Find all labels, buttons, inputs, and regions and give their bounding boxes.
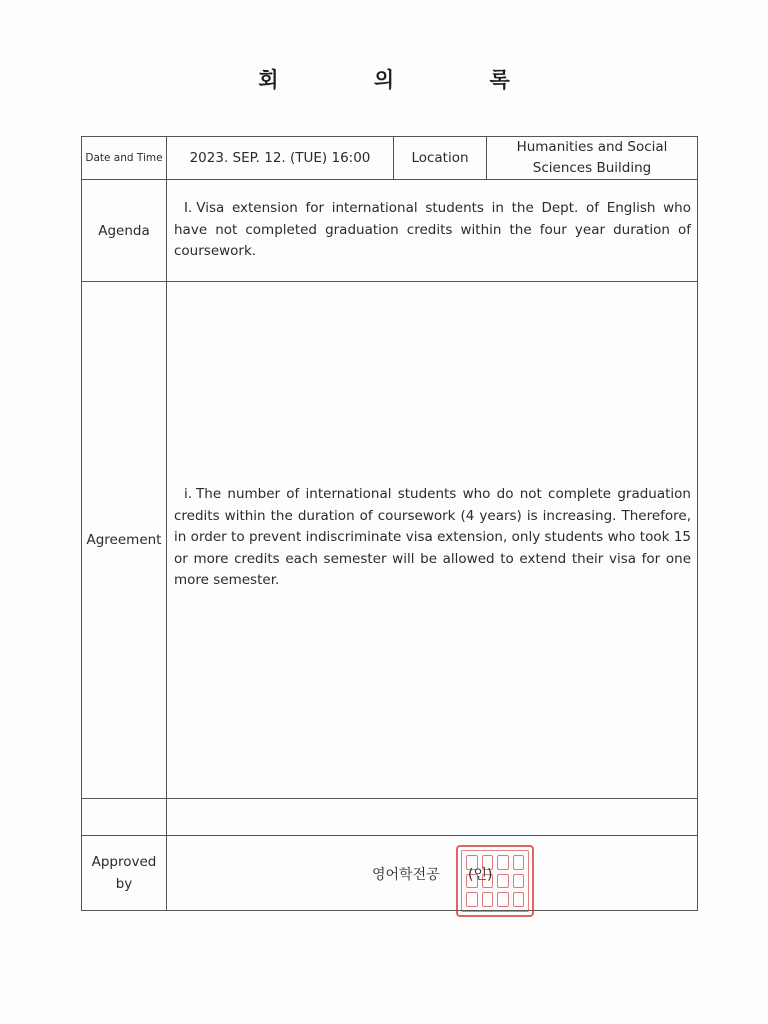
seal-mark: (인) bbox=[468, 867, 493, 883]
date-value: 2023. SEP. 12. (TUE) 16:00 bbox=[189, 150, 371, 166]
blank-label-cell bbox=[82, 799, 167, 836]
location-label: Location bbox=[411, 150, 469, 166]
location-label-cell bbox=[394, 137, 487, 180]
approval-label: Approved by bbox=[91, 854, 157, 892]
agenda-row bbox=[82, 180, 698, 282]
agenda-item-text: Visa extension for international students in the Dept. of English who have not completed graduation credits within the four year duration of coursework. bbox=[174, 200, 691, 260]
approval-row bbox=[82, 836, 698, 911]
agenda-content-cell bbox=[167, 180, 698, 282]
date-label-cell bbox=[82, 137, 167, 180]
document-title: 회 의 록 bbox=[258, 68, 554, 92]
agreement-label-cell bbox=[82, 282, 167, 799]
agreement-label: Agreement bbox=[86, 532, 162, 548]
agreement-item bbox=[167, 484, 697, 592]
approval-content-cell bbox=[167, 836, 698, 911]
date-value-cell bbox=[167, 137, 394, 180]
agreement-item-numeral: ⅰ. bbox=[184, 486, 193, 503]
agenda-item-numeral: Ⅰ. bbox=[184, 200, 193, 217]
location-value-cell bbox=[487, 137, 698, 180]
meeting-info-row bbox=[82, 137, 698, 180]
agenda-label-cell bbox=[82, 180, 167, 282]
date-label: Date and Time bbox=[85, 152, 163, 164]
agenda-label: Agenda bbox=[98, 222, 150, 239]
agreement-item-text: The number of international students who do not complete graduation credits within the duration of coursework (4 years) is increasing. Therefore, in order to prevent indiscriminate visa extension, only students who took 15 or more credits each semester will be allowed to extend their visa for one more semester. bbox=[174, 486, 691, 589]
agenda-item bbox=[167, 198, 697, 263]
blank-row bbox=[82, 799, 698, 836]
location-value: Humanities and Social Sciences Building bbox=[516, 139, 668, 176]
approver-name: 영어학전공 bbox=[372, 867, 440, 883]
approval-label-cell bbox=[82, 836, 167, 911]
blank-content-cell bbox=[167, 799, 698, 836]
agreement-content-cell bbox=[167, 282, 698, 799]
minutes-table bbox=[81, 136, 698, 911]
approver-area bbox=[167, 836, 697, 910]
agreement-row bbox=[82, 282, 698, 799]
